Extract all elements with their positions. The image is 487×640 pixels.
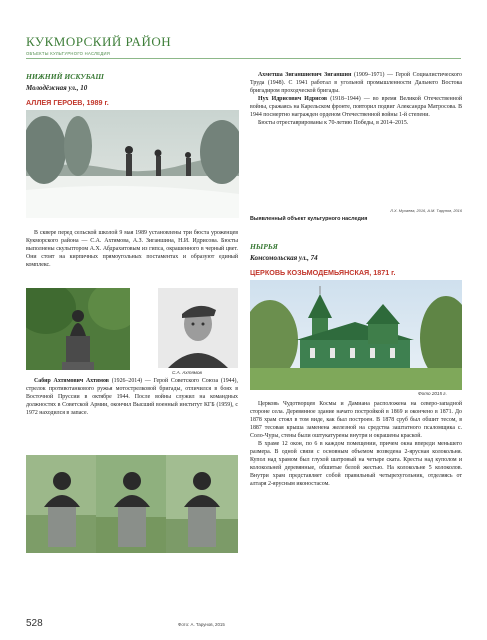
object-title-2: ЦЕРКОВЬ КОЗЬМОДЕМЬЯНСКАЯ, 1871 г. bbox=[250, 268, 396, 277]
section-title: КУКМОРСКИЙ РАЙОН bbox=[26, 34, 172, 49]
bio-text: (1926–2014) — Герой Советского Союза (1944), стрелок противотанкового ружья мотострелковой бригады, отличился в боях в Восточной Пруссии в октябре 1944. После войны служил на командных должностях в Советской Армии, окончил Высший военный институт КГБ (1959), с 1972 находился в запасе. bbox=[26, 378, 238, 416]
location-name: НИЖНИЙ ИСКУБАШ bbox=[26, 72, 104, 81]
ahtyamov-bio bbox=[26, 378, 238, 418]
church-paragraph-1: Церковь Чудотворцев Космы и Дамиана расположена на северо-западной стороне села. Деревянное здание начато постройкой в 1869 и окончено в 1871. До 1878 храм стоял в том виде, как был построен. В 1878 сруб был обшит тесом, в 1887 тесовая крыша заменена железной на средства заштатного псаломщика с. Соло-Чуры, стены были оштукатурены внутри и окрашены краской. bbox=[250, 401, 462, 439]
bio3-text: (1918–1944) — во время Великой Отечественной войны, сражаясь на Карельском фронте, повторил подвиг Александра Матросова. В 1944 посмертно награжден орденом Отечественной войны 1-й степени. bbox=[250, 95, 462, 118]
heritage-status: Выявленный объект культурного наследия bbox=[250, 216, 368, 222]
winter-alley-photo bbox=[26, 110, 239, 218]
monument-photo bbox=[26, 288, 130, 370]
busts-note: Бюсты отреставрированы к 70-летию Победы, в 2014–2015. bbox=[258, 119, 409, 126]
location-street: Молодёжная ул., 10 bbox=[26, 84, 88, 92]
alley-description bbox=[26, 230, 238, 270]
location-name-2: НЫРЬЯ bbox=[250, 242, 278, 251]
bust-photo-3 bbox=[166, 455, 238, 553]
church-description bbox=[250, 401, 462, 488]
bust-photo-1 bbox=[26, 455, 98, 553]
portrait-photo bbox=[158, 288, 238, 368]
bio2-text: (1909–1971) — Герой Социалистического Труда (1948). С 1941 работал в угольной промышленности Дальнего Востока бригадиром проходческой бригады. bbox=[250, 72, 462, 94]
location-street-2: Комсомольская ул., 74 bbox=[250, 254, 318, 262]
right-bios bbox=[250, 72, 462, 128]
photo-credit-top: Л.Х. Мухаева, 2016, А.М. Тарунов, 2016 bbox=[390, 208, 462, 213]
bio-name: Сабир Ахтямович Ахтямов bbox=[34, 378, 109, 384]
church-photo-caption: Фото 2015 г. bbox=[418, 391, 447, 396]
page-number: 528 bbox=[26, 618, 43, 629]
bio2-name: Ахметша Зиганшиевич Зиганшин bbox=[258, 72, 352, 78]
alley-paragraph: В сквере перед сельской школой 9 мая 1989 установлены три бюста уроженцев Кукморского района — С.А. Ахтямова, А.З. Зиганшина, Н.И. Идрисова. Бюсты выполнены скульптором А.Х. Абдрахитовым из гипса, окрашенного в черный цвет. Они стоят на кирпичных прямоугольных постаментах и образуют единый комплекс. bbox=[26, 230, 238, 268]
object-title: АЛЛЕЯ ГЕРОЕВ, 1989 г. bbox=[26, 98, 109, 107]
portrait-caption: С.А. Ахтямов bbox=[172, 370, 202, 375]
footer-photo-credit: Фото: А. Тарунов, 2015 bbox=[178, 622, 225, 627]
church-paragraph-2: В храме 12 окон, по 6 в каждом помещении, причем окна впереди меньшего размера. В одной связи с основным объемом возведена 2-ярусная колокольня. Купол над храмом был глухой шатровый на четыре ската. Кресты над куполом и колокольней деревянные, обшитые белой жестью. На колокольне 5 колоколов. Внутри храм представляет собой правильный четырехугольник, отделяясь от алтаря 2-ярусным иконостасом. bbox=[250, 440, 462, 487]
bio3-name: Нух Идрисович Идрисов bbox=[258, 95, 328, 102]
church-photo bbox=[250, 280, 462, 390]
section-subtitle: ОБЪЕКТЫ КУЛЬТУРНОГО НАСЛЕДИЯ bbox=[26, 51, 111, 56]
header-divider bbox=[26, 58, 461, 59]
bust-photo-2 bbox=[96, 455, 168, 553]
